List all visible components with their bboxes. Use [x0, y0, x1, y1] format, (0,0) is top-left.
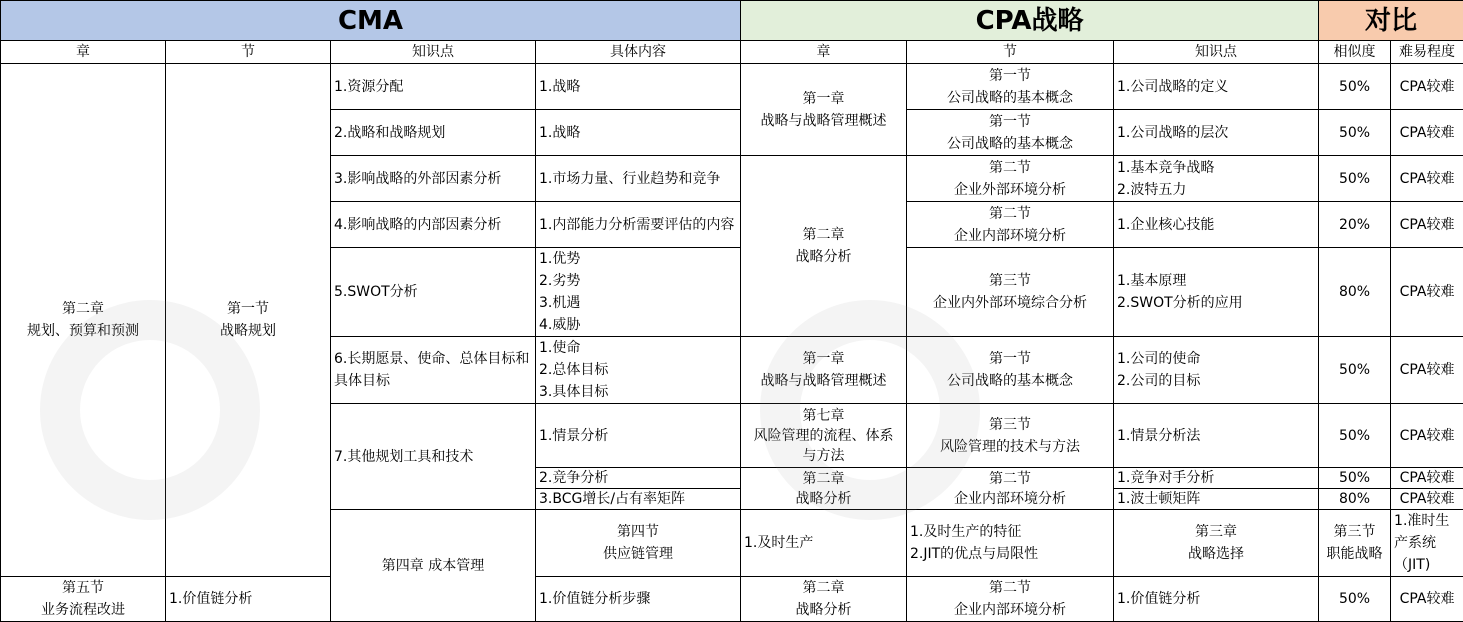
cma-content: 1.使命 2.总体目标 3.具体目标 — [536, 337, 741, 404]
difficulty-cell: CPA较难 — [1391, 156, 1463, 202]
cma-point: 1.及时生产 — [741, 510, 907, 577]
col-similarity: 相似度 — [1319, 41, 1391, 64]
cma-content: 3.BCG增长/占有率矩阵 — [536, 489, 741, 510]
col-section: 节 — [166, 41, 331, 64]
cma-content: 1.优势 2.劣势 3.机遇 4.威胁 — [536, 248, 741, 337]
cpa-section-cell: 第一节 公司战略的基本概念 — [907, 337, 1114, 404]
table-row — [1, 64, 1463, 110]
cpa-header: CPA战略 — [741, 1, 1319, 41]
cma-content: 1.内部能力分析需要评估的内容 — [536, 202, 741, 248]
cma-point: 3.影响战略的外部因素分析 — [331, 156, 536, 202]
difficulty-cell: CPA较难 — [1391, 468, 1463, 489]
compare-header: 对比 — [1319, 1, 1463, 41]
col-cpa-chapter: 章 — [741, 41, 907, 64]
cpa-chapter-cell: 第二章 战略分析 — [741, 468, 907, 510]
similarity-cell: 50% — [1319, 337, 1391, 404]
col-cpa-section: 节 — [907, 41, 1114, 64]
cpa-point: 1.公司战略的层次 — [1114, 110, 1319, 156]
cpa-point: 1.基本原理 2.SWOT分析的应用 — [1114, 248, 1319, 337]
similarity-cell: 50% — [1319, 577, 1391, 622]
cpa-section-cell: 第二节 企业内部环境分析 — [907, 202, 1114, 248]
cpa-section-cell: 第一节 公司战略的基本概念 — [907, 110, 1114, 156]
cpa-chapter-cell: 第七章 风险管理的流程、体系 与方法 — [741, 404, 907, 468]
table-row — [1, 577, 1463, 622]
col-difficulty: 难易程度 — [1391, 41, 1463, 64]
similarity-cell: 50% — [1319, 156, 1391, 202]
cma-header: CMA — [1, 1, 741, 41]
cpa-section-cell: 第二节 企业内部环境分析 — [907, 577, 1114, 622]
cpa-chapter-cell: 第一章 战略与战略管理概述 — [741, 337, 907, 404]
difficulty-cell: CPA较难 — [1391, 202, 1463, 248]
similarity-cell: 80% — [1319, 248, 1391, 337]
cma-content: 1.及时生产的特征 2.JIT的优点与局限性 — [907, 510, 1114, 577]
cpa-section-cell: 第二节 企业外部环境分析 — [907, 156, 1114, 202]
cma-point: 5.SWOT分析 — [331, 248, 536, 337]
cma-content: 1.战略 — [536, 110, 741, 156]
difficulty-cell: CPA较难 — [1391, 337, 1463, 404]
cpa-point: 1.准时生产系统（JIT) — [1391, 510, 1463, 577]
cpa-section-cell: 第三节 职能战略 — [1319, 510, 1391, 577]
cma-point: 6.长期愿景、使命、总体目标和具体目标 — [331, 337, 536, 404]
difficulty-cell: CPA较难 — [1391, 489, 1463, 510]
cpa-section-cell: 第二节 企业内部环境分析 — [907, 468, 1114, 510]
cma-point: 7.其他规划工具和技术 — [331, 404, 536, 510]
difficulty-cell: CPA较难 — [1391, 248, 1463, 337]
cma-section-cell: 第一节 战略规划 — [166, 64, 331, 577]
similarity-cell: 50% — [1319, 404, 1391, 468]
cpa-point: 1.企业核心技能 — [1114, 202, 1319, 248]
cpa-chapter-cell: 第二章 战略分析 — [741, 156, 907, 337]
cpa-chapter-cell: 第二章 战略分析 — [741, 577, 907, 622]
similarity-cell: 50% — [1319, 64, 1391, 110]
cma-chapter-cell: 第四章 成本管理 — [331, 510, 536, 622]
cpa-point: 1.价值链分析 — [1114, 577, 1319, 622]
difficulty-cell: CPA较难 — [1391, 577, 1463, 622]
cma-point: 1.价值链分析 — [166, 577, 331, 622]
cma-point: 4.影响战略的内部因素分析 — [331, 202, 536, 248]
col-content: 具体内容 — [536, 41, 741, 64]
cma-content: 1.情景分析 — [536, 404, 741, 468]
cma-content: 1.战略 — [536, 64, 741, 110]
col-cpa-knowledge: 知识点 — [1114, 41, 1319, 64]
cma-point: 2.战略和战略规划 — [331, 110, 536, 156]
similarity-cell: 20% — [1319, 202, 1391, 248]
difficulty-cell: CPA较难 — [1391, 404, 1463, 468]
cpa-section-cell: 第三节 企业内外部环境综合分析 — [907, 248, 1114, 337]
cma-point: 1.资源分配 — [331, 64, 536, 110]
col-knowledge: 知识点 — [331, 41, 536, 64]
col-chapter: 章 — [1, 41, 166, 64]
similarity-cell: 50% — [1319, 110, 1391, 156]
cma-content: 1.价值链分析步骤 — [536, 577, 741, 622]
cpa-point: 1.波士顿矩阵 — [1114, 489, 1319, 510]
cpa-section-cell: 第三节 风险管理的技术与方法 — [907, 404, 1114, 468]
cma-content: 2.竞争分析 — [536, 468, 741, 489]
cma-chapter-cell: 第二章 规划、预算和预测 — [1, 64, 166, 577]
cpa-chapter-cell: 第一章 战略与战略管理概述 — [741, 64, 907, 156]
cma-section-cell: 第四节 供应链管理 — [536, 510, 741, 577]
cpa-point: 1.公司战略的定义 — [1114, 64, 1319, 110]
cma-section-cell: 第五节 业务流程改进 — [1, 577, 166, 622]
difficulty-cell: CPA较难 — [1391, 110, 1463, 156]
cpa-point: 1.竞争对手分析 — [1114, 468, 1319, 489]
cpa-section-cell: 第一节 公司战略的基本概念 — [907, 64, 1114, 110]
cpa-chapter-cell: 第三章 战略选择 — [1114, 510, 1319, 577]
similarity-cell: 50% — [1319, 468, 1391, 489]
difficulty-cell: CPA较难 — [1391, 64, 1463, 110]
cpa-point: 1.情景分析法 — [1114, 404, 1319, 468]
similarity-cell: 80% — [1319, 489, 1391, 510]
cpa-point: 1.公司的使命 2.公司的目标 — [1114, 337, 1319, 404]
cma-content: 1.市场力量、行业趋势和竞争 — [536, 156, 741, 202]
cpa-point: 1.基本竞争战略 2.波特五力 — [1114, 156, 1319, 202]
